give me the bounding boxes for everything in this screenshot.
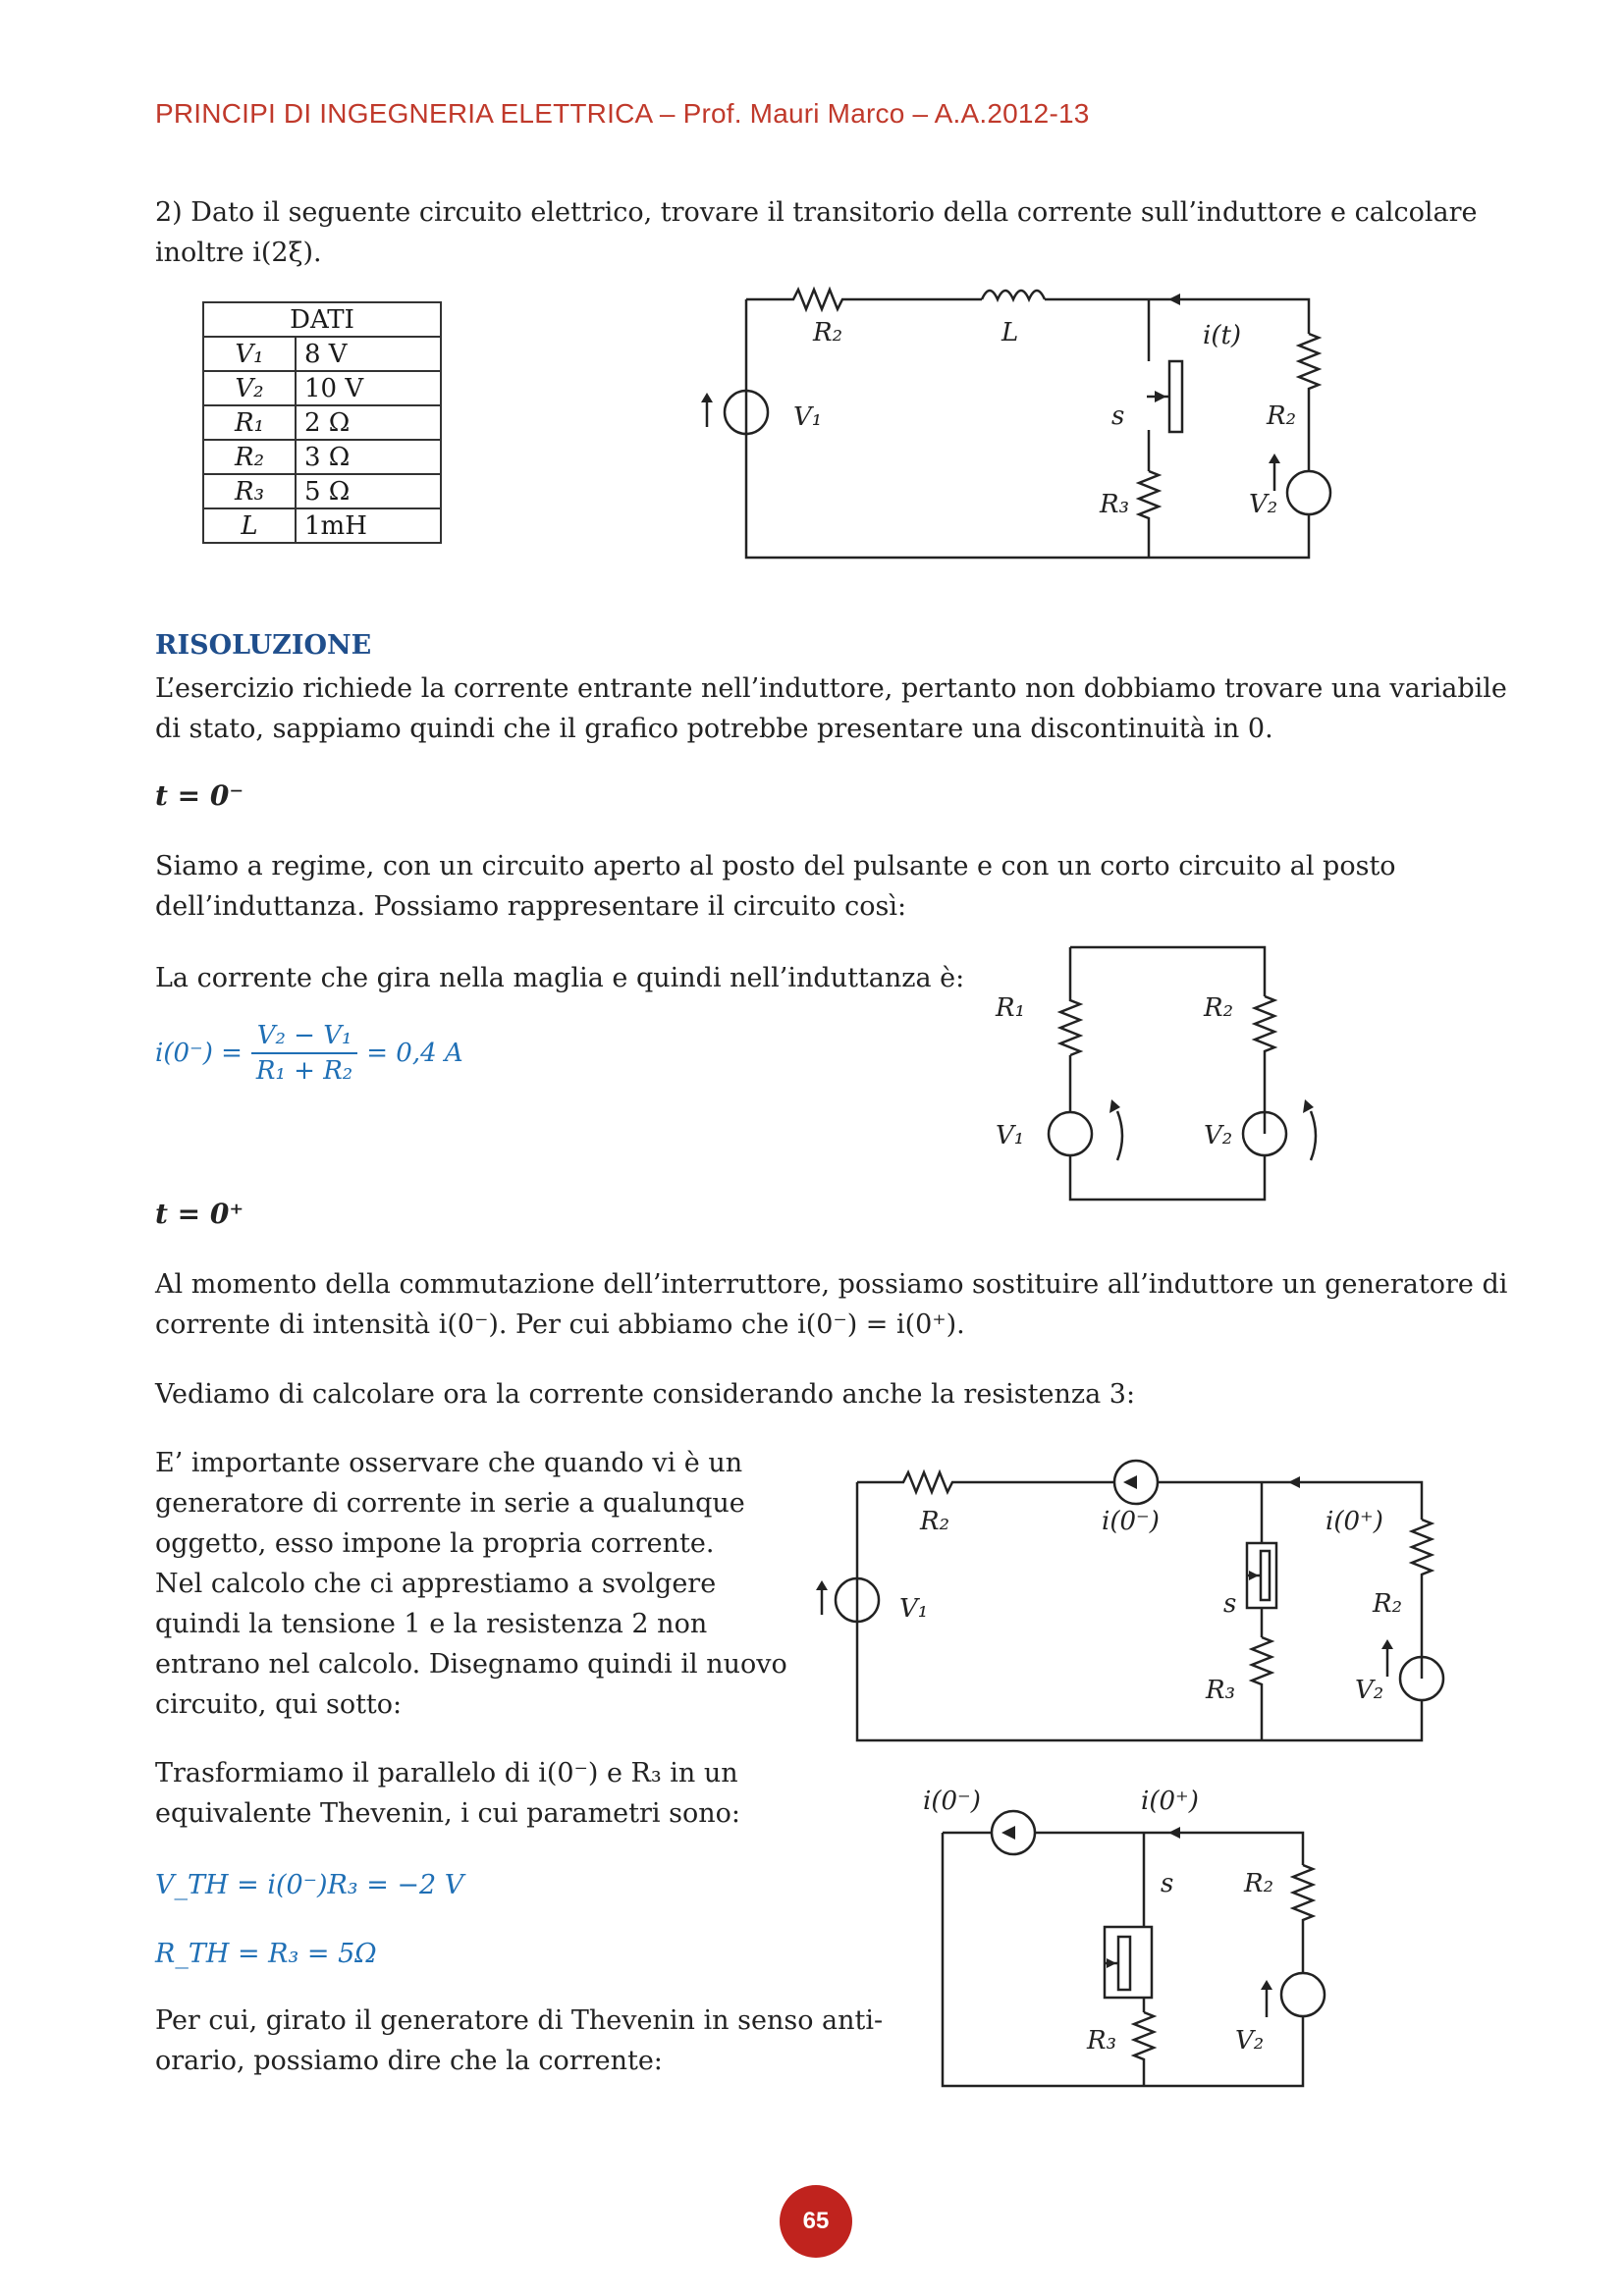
label-i0m: i(0⁻) (923, 1787, 981, 1816)
commutation-paragraph: Al momento della commutazione dell’interruttore, possiamo sostituire all’induttore un generatore di corrente di intensità i(0⁻). Per cui abbiamo che i(0⁻) = i(0⁺). (155, 1269, 1508, 1340)
circuit-diagram-2 (982, 933, 1355, 1217)
vth-formula: V_TH = i(0⁻)R₃ = −2 V (155, 1870, 464, 1900)
formula-i0-minus: i(0⁻) = $\frac{\text{V₂ − V₁}}{\text{R₁ + R₂}}$ = 0,4 A (155, 1021, 463, 1086)
label-it: i(t) (1203, 321, 1242, 350)
thevenin-paragraph: Trasformiamo il parallelo di i(0⁻) e R₃ in un equivalente Thevenin, i cui parametri sono: (155, 1758, 740, 1829)
label-r2: R₂ (920, 1507, 949, 1536)
intro-paragraph: 2) Dato il seguente circuito elettrico, trovare il transitorio della corrente sull’induttore e calcolare inoltre i(2ξ). (155, 197, 1478, 268)
t0-plus-label: t = 0⁺ (155, 1198, 244, 1230)
label-r2: R₂ (1244, 1869, 1273, 1898)
label-l: L (1001, 318, 1019, 347)
label-s: s (1161, 1869, 1174, 1898)
label-r3: R₃ (1100, 490, 1129, 519)
resolution-paragraph: L’esercizio richiede la corrente entrante nell’induttore, pertanto non dobbiamo trovare una variabile di stato, sappiamo quindi che il grafico potrebbe presentare una discontinuità in 0. (155, 673, 1507, 744)
label-r1: R₁ (996, 993, 1025, 1023)
table-row: V₂ 10 V (203, 371, 441, 405)
table-row: L 1mH (203, 508, 441, 543)
label-i0p: i(0⁺) (1325, 1507, 1383, 1536)
table-row: R₃ 5 Ω (203, 474, 441, 508)
table-row: V₁ 8 V (203, 337, 441, 371)
label-i0m: i(0⁻) (1102, 1507, 1160, 1536)
regime-paragraph: Siamo a regime, con un circuito aperto al posto del pulsante e con un corto circuito al posto dell’induttanza. Possiamo rappresentare il circuito così: (155, 851, 1396, 922)
label-r2-right: R₂ (1373, 1589, 1402, 1619)
data-table (202, 301, 442, 544)
label-v2: V₂ (1355, 1676, 1384, 1705)
rth-formula: R_TH = R₃ = 5Ω (155, 1939, 377, 1969)
label-v2: V₂ (1249, 490, 1278, 519)
label-r2: R₂ (813, 318, 842, 347)
label-r2: R₂ (1204, 993, 1233, 1023)
label-v1: V₁ (996, 1121, 1025, 1150)
table-row: R₁ 2 Ω (203, 405, 441, 440)
label-r3: R₃ (1206, 1676, 1235, 1705)
resolution-heading: RISOLUZIONE (155, 630, 372, 661)
page-header: PRINCIPI DI INGEGNERIA ELETTRICA – Prof. Mauri Marco – A.A.2012-13 (155, 98, 1090, 129)
circuit-diagram-1 (687, 265, 1355, 569)
vediamo-paragraph: Vediamo di calcolare ora la corrente considerando anche la resistenza 3: (155, 1379, 1136, 1410)
table-title: DATI (203, 302, 441, 337)
page-number-badge: 65 (780, 2185, 852, 2258)
label-i0p: i(0⁺) (1141, 1787, 1199, 1816)
circuit-diagram-3 (805, 1453, 1492, 1757)
label-r3: R₃ (1087, 2026, 1116, 2056)
label-v2: V₂ (1235, 2026, 1265, 2056)
label-v1: V₁ (793, 402, 823, 432)
final-paragraph: Per cui, girato il generatore di Thevenin in senso anti- orario, possiamo dire che la corrente: (155, 2005, 884, 2076)
label-s: s (1223, 1589, 1237, 1619)
circuit-diagram-4 (903, 1782, 1335, 2101)
label-v2: V₂ (1204, 1121, 1233, 1150)
table-row: R₂ 3 Ω (203, 440, 441, 474)
current-paragraph: La corrente che gira nella maglia e quindi nell’induttanza è: (155, 963, 965, 993)
important-paragraph: E’ importante osservare che quando vi è un generatore di corrente in serie a qualunque oggetto, esso impone la propria corrente. Nel calcolo che ci apprestiamo a svolgere quindi la tensione 1 e la resistenza 2 non entrano nel calcolo. Disegnamo quindi il nuovo circuito, qui sotto: (155, 1448, 787, 1720)
label-v1: V₁ (899, 1594, 929, 1624)
t0-minus-label: t = 0⁻ (155, 779, 244, 812)
label-s: s (1111, 401, 1125, 431)
label-r2-right: R₂ (1267, 401, 1296, 431)
